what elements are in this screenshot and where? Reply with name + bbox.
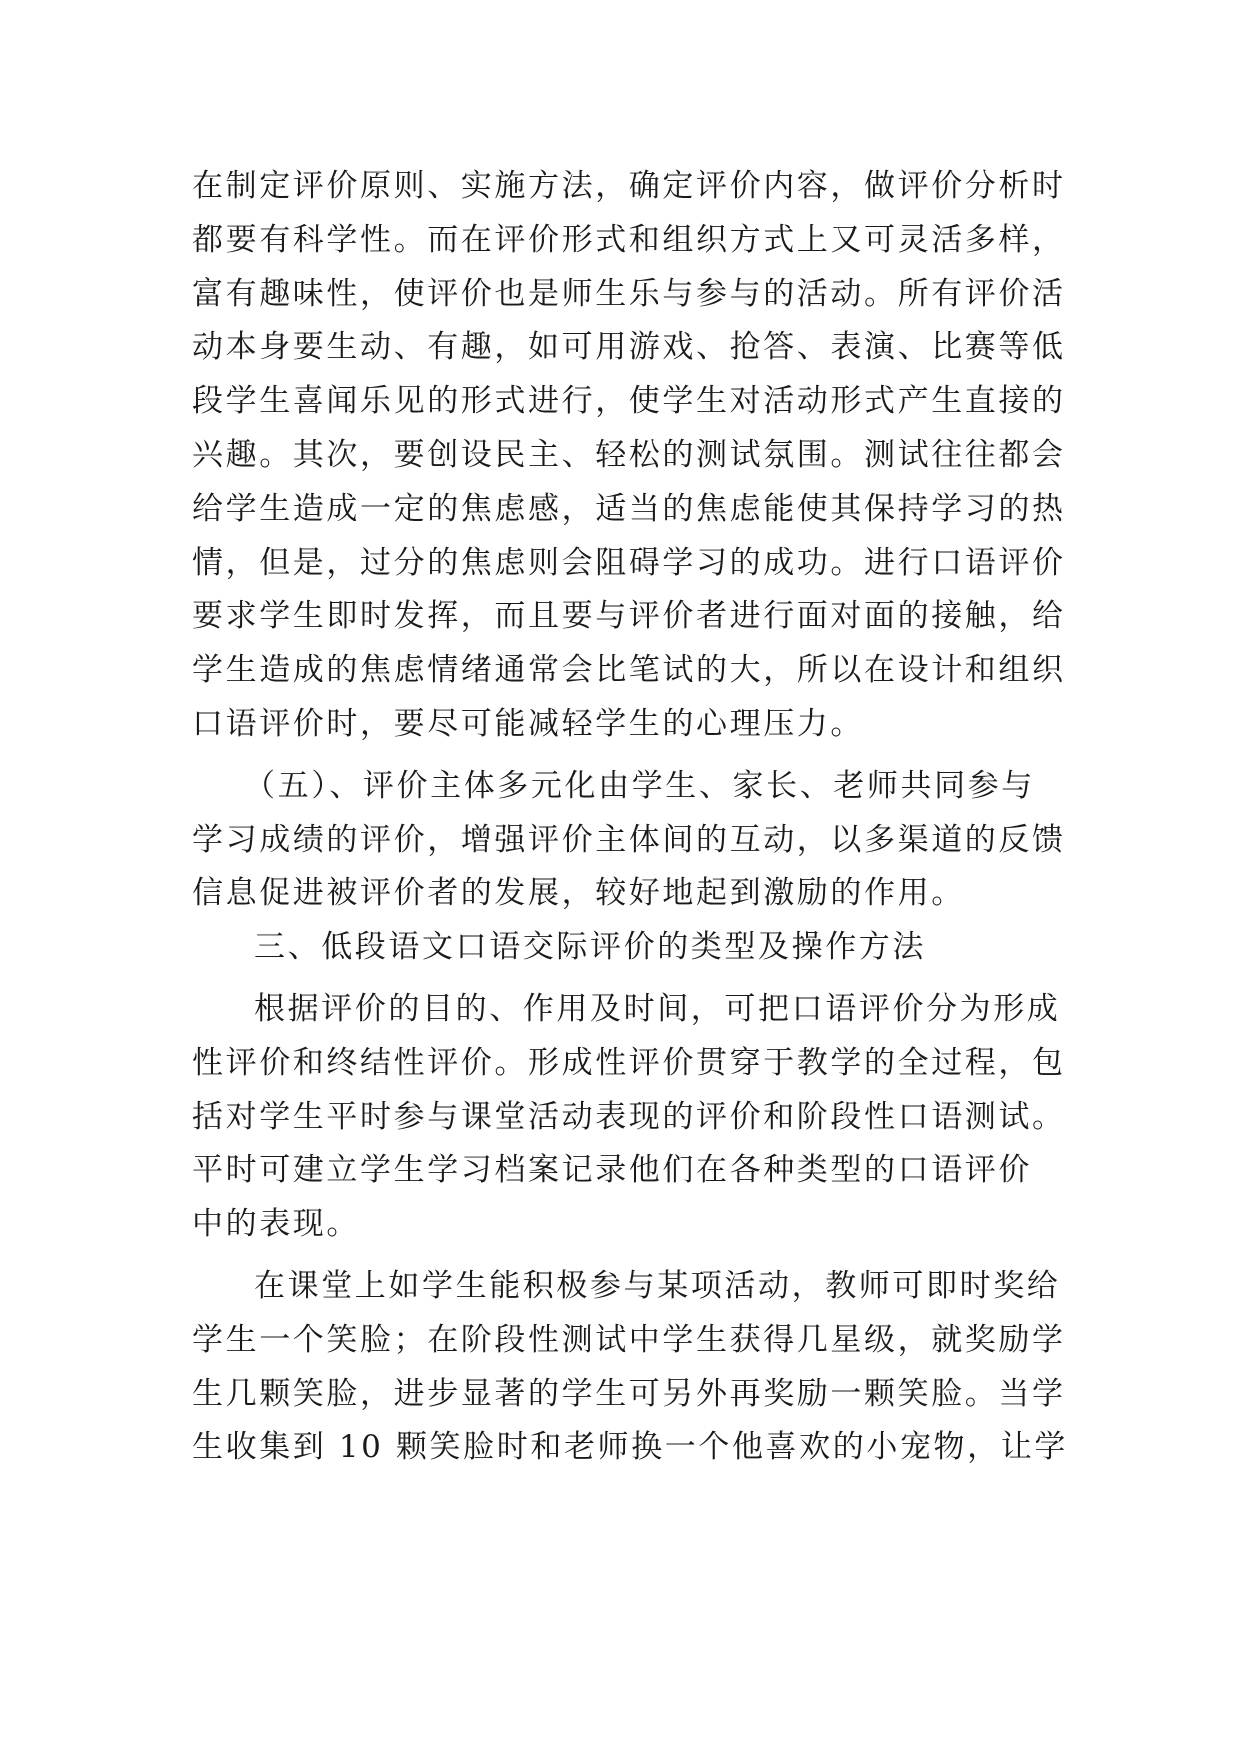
text-line: 给学生造成一定的焦虑感，适当的焦虑能使其保持学习的热 xyxy=(192,490,1066,527)
text-line: 在制定评价原则、实施方法，确定评价内容，做评价分析时 xyxy=(192,168,1066,204)
text-line: 口语评价时，要尽可能减轻学生的心理压力。 xyxy=(192,705,864,742)
text-line: 学生造成的焦虑情绪通常会比笔试的大，所以在设计和组织 xyxy=(192,652,1066,689)
text-line: 学习成绩的评价，增强评价主体间的互动，以多渠道的反馈 xyxy=(192,821,1066,858)
text-line: 生收集到 10 颗笑脸时和老师换一个他喜欢的小宠物，让学 xyxy=(192,1429,1068,1466)
text-line: 段学生喜闻乐见的形式进行，使学生对活动形式产生直接的 xyxy=(192,383,1066,420)
text-line: 情，但是，过分的焦虑则会阻碍学习的成功。进行口语评价 xyxy=(192,544,1066,581)
text-line: 兴趣。其次，要创设民主、轻松的测试氛围。测试往往都会 xyxy=(192,436,1066,473)
text-line: 性评价和终结性评价。形成性评价贯穿于教学的全过程，包 xyxy=(192,1044,1066,1081)
paragraph-start-line: 在课堂上如学生能积极参与某项活动，教师可即时奖给 xyxy=(254,1267,1061,1304)
text-line: 要求学生即时发挥，而且要与评价者进行面对面的接触，给 xyxy=(192,598,1066,635)
text-line: 信息促进被评价者的发展，较好地起到激励的作用。 xyxy=(192,875,965,912)
paragraph-start-line: 根据评价的目的、作用及时间，可把口语评价分为形成 xyxy=(254,990,1061,1027)
document-body xyxy=(192,160,1072,1475)
text-line: 动本身要生动、有趣，如可用游戏、抢答、表演、比赛等低 xyxy=(192,329,1066,366)
text-line: 学生一个笑脸；在阶段性测试中学生获得几星级，就奖励学 xyxy=(192,1321,1066,1358)
text-line: 生几颗笑脸，进步显著的学生可另外再奖励一颗笑脸。当学 xyxy=(192,1375,1066,1412)
text-line: 富有趣味性，使评价也是师生乐与参与的活动。所有评价活 xyxy=(192,275,1066,312)
text-line: 都要有科学性。而在评价形式和组织方式上又可灵活多样， xyxy=(192,221,1066,258)
section-three-heading: 三、低段语文口语交际评价的类型及操作方法 xyxy=(254,929,926,966)
section-five-heading: （五）、评价主体多元化由学生、家长、老师共同参与 xyxy=(244,767,1035,804)
text-line: 中的表现。 xyxy=(192,1206,360,1243)
text-line: 括对学生平时参与课堂活动表现的评价和阶段性口语测试。 xyxy=(192,1098,1066,1135)
text-line: 平时可建立学生学习档案记录他们在各种类型的口语评价 xyxy=(192,1152,1032,1189)
